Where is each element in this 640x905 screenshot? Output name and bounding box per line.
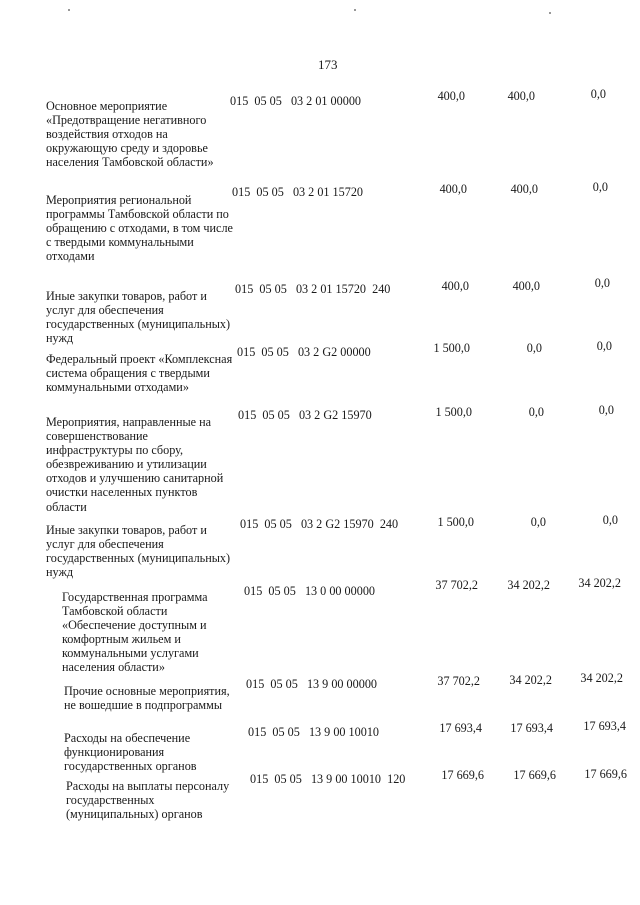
row-value-3: 34 202,2 (580, 671, 623, 685)
row-description: Иные закупки товаров, работ и услуг для обеспечения государственных (муниципальных) нужд (46, 289, 231, 346)
row-value-1: 400,0 (441, 279, 469, 293)
row-description: Основное мероприятие «Предотвращение негативного воздействия отходов на окружающую среду и здоровье населения Тамбовской области» (46, 99, 214, 170)
row-code: 015 05 05 13 0 00 00000 (244, 584, 376, 598)
row-value-3: 0,0 (598, 403, 614, 417)
row-description: Расходы на обеспечение функционирования государственных органов (64, 731, 197, 774)
row-code: 015 05 05 13 9 00 10010 (248, 725, 380, 739)
row-value-1: 400,0 (437, 89, 465, 103)
row-value-3: 17 693,4 (583, 719, 626, 733)
row-value-3: 0,0 (590, 87, 606, 101)
row-value-1: 1 500,0 (433, 341, 470, 355)
row-code: 015 05 05 03 2 01 00000 (230, 94, 362, 108)
row-code: 015 05 05 03 2 01 15720 240 (235, 282, 391, 296)
row-description: Мероприятия региональной программы Тамбовской области по обращению с отходами, в том числе с твердыми коммунальными отходами (46, 193, 233, 264)
row-code: 015 05 05 13 9 00 00000 (246, 677, 378, 691)
row-value-2: 0,0 (528, 405, 544, 419)
row-value-2: 34 202,2 (507, 578, 550, 592)
row-description: Иные закупки товаров, работ и услуг для обеспечения государственных (муниципальных) нужд (46, 523, 231, 580)
row-value-1: 37 702,2 (435, 578, 478, 592)
scan-speck (549, 12, 551, 14)
row-value-1: 1 500,0 (437, 515, 474, 529)
scan-speck (354, 9, 356, 11)
row-code: 015 05 05 03 2 G2 15970 240 (240, 517, 399, 531)
row-value-2: 17 669,6 (513, 768, 556, 782)
row-code: 015 05 05 03 2 G2 15970 (238, 408, 372, 422)
row-value-3: 0,0 (596, 339, 612, 353)
row-value-2: 17 693,4 (510, 721, 553, 735)
row-value-2: 34 202,2 (509, 673, 552, 687)
row-value-2: 400,0 (507, 89, 535, 103)
row-value-1: 17 669,6 (441, 768, 484, 782)
scan-speck (68, 9, 70, 11)
row-description: Прочие основные мероприятия, не вошедшие в подпрограммы (64, 684, 230, 713)
row-description: Расходы на выплаты персоналу государственных (муниципальных) органов (66, 779, 230, 822)
row-value-3: 0,0 (592, 180, 608, 194)
row-value-1: 1 500,0 (435, 405, 472, 419)
row-value-1: 37 702,2 (437, 674, 480, 688)
page-number: 173 (318, 57, 338, 72)
row-value-3: 0,0 (594, 276, 610, 290)
row-value-2: 400,0 (512, 279, 540, 293)
row-value-3: 17 669,6 (584, 767, 627, 781)
row-code: 015 05 05 03 2 01 15720 (232, 185, 364, 199)
row-description: Государственная программа Тамбовской области «Обеспечение доступным и комфортным жильем и коммунальными услугами населения области» (62, 590, 208, 675)
row-value-2: 0,0 (530, 515, 546, 529)
row-value-2: 400,0 (510, 182, 538, 196)
row-value-3: 34 202,2 (578, 576, 621, 590)
row-description: Федеральный проект «Комплексная система обращения с твердыми коммунальными отходами» (46, 352, 233, 395)
row-code: 015 05 05 03 2 G2 00000 (237, 345, 371, 359)
row-code: 015 05 05 13 9 00 10010 120 (250, 772, 406, 786)
row-value-1: 17 693,4 (439, 721, 482, 735)
row-description: Мероприятия, направленные на совершенствование инфраструктуры по сбору, обезвреживанию и утилизации отходов и улучшению санитарной очистки населенных пунктов области (46, 415, 224, 514)
row-value-3: 0,0 (602, 513, 618, 527)
row-value-2: 0,0 (526, 341, 542, 355)
row-value-1: 400,0 (439, 182, 467, 196)
